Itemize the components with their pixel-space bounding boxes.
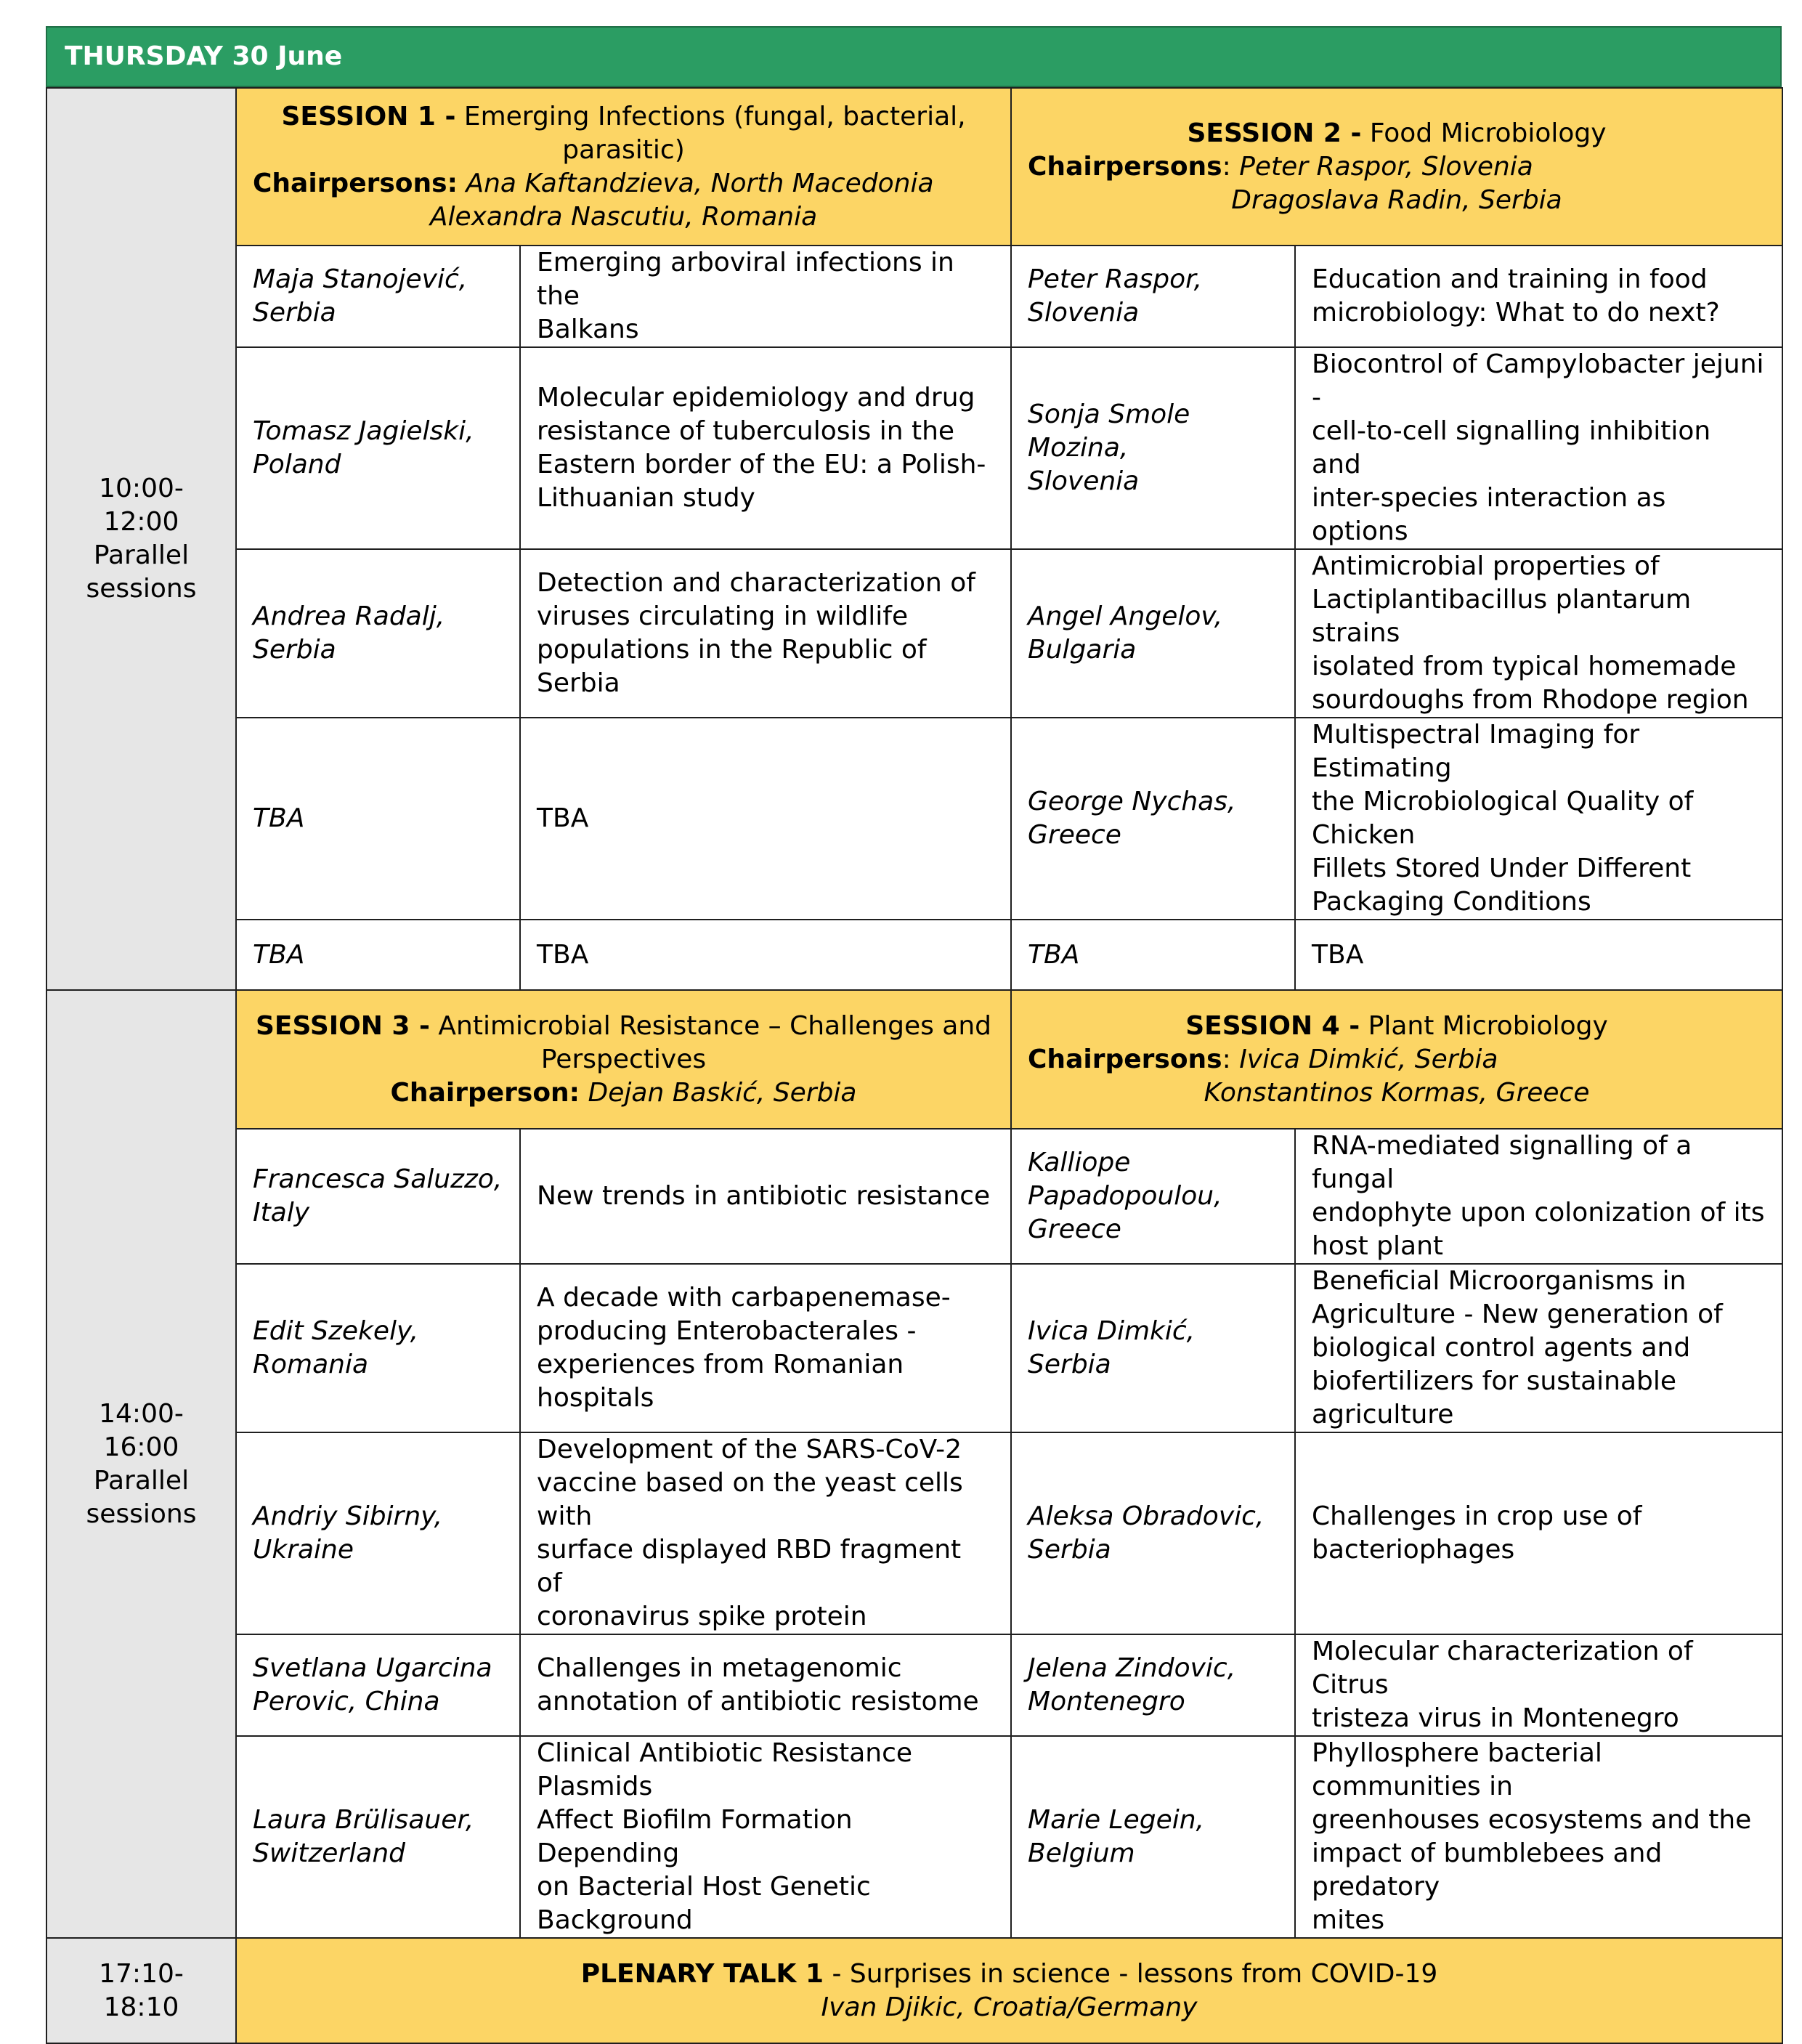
speaker-cell: Tomasz Jagielski, Poland (236, 347, 520, 549)
time-cell-block2: 14:00-16:00 Parallel sessions (46, 990, 236, 1938)
session-3-header: SESSION 3 - Antimicrobial Resistance – Challenges and Perspectives Chairperson: Dejan Baskić, Serbia (236, 990, 1011, 1129)
speaker-cell: Sonja Smole Mozina, Slovenia (1011, 347, 1295, 549)
talk-cell: New trends in antibiotic resistance (520, 1129, 1011, 1264)
speaker-cell: TBA (1011, 920, 1295, 990)
program-sheet (46, 26, 1782, 2022)
speaker-cell: Peter Raspor, Slovenia (1011, 246, 1295, 347)
table-row (46, 347, 1782, 549)
talk-cell: Beneficial Microorganisms in Agriculture - New generation of biological control agents and biofertilizers for sustainable agriculture (1295, 1264, 1782, 1432)
table-row (46, 1432, 1782, 1634)
speaker-cell: Angel Angelov, Bulgaria (1011, 549, 1295, 718)
speaker-cell: Maja Stanojević, Serbia (236, 246, 520, 347)
plenary-speaker: Ivan Djikic, Croatia/Germany (821, 1992, 1198, 2022)
session-header-row (46, 990, 1782, 1129)
speaker-cell: Francesca Saluzzo, Italy (236, 1129, 520, 1264)
table-row (46, 718, 1782, 920)
talk-cell: Challenges in crop use of bacteriophages (1295, 1432, 1782, 1634)
speaker-cell: TBA (236, 718, 520, 920)
plenary-row (46, 1938, 1782, 2043)
talk-cell: Detection and characterization of viruses circulating in wildlife populations in the Republic of Serbia (520, 549, 1011, 718)
talk-cell: Biocontrol of Campylobacter jejuni - cell-to-cell signalling inhibition and inter-species interaction as options (1295, 347, 1782, 549)
talk-cell: Clinical Antibiotic Resistance Plasmids Affect Biofilm Formation Depending on Bacterial Host Genetic Background (520, 1736, 1011, 1938)
talk-cell: TBA (520, 920, 1011, 990)
speaker-cell: Kalliope Papadopoulou, Greece (1011, 1129, 1295, 1264)
session-header-row (46, 88, 1782, 246)
talk-cell: TBA (1295, 920, 1782, 990)
speaker-cell: Andrea Radalj, Serbia (236, 549, 520, 718)
talk-cell: Molecular epidemiology and drug resistance of tuberculosis in the Eastern border of the EU: a Polish- Lithuanian study (520, 347, 1011, 549)
session-1-header: SESSION 1 - Emerging Infections (fungal, bacterial, parasitic) Chairpersons: Ana Kaftandzieva, North Macedonia Alexandra Nascutiu, Romania (236, 88, 1011, 246)
talk-cell: A decade with carbapenemase- producing Enterobacterales - experiences from Romanian hospitals (520, 1264, 1011, 1432)
speaker-cell: Svetlana Ugarcina Perovic, China (236, 1634, 520, 1736)
talk-cell: RNA-mediated signalling of a fungal endophyte upon colonization of its host plant (1295, 1129, 1782, 1264)
talk-cell: Education and training in food microbiology: What to do next? (1295, 246, 1782, 347)
talk-cell: Development of the SARS-CoV-2 vaccine based on the yeast cells with surface displayed RBD fragment of coronavirus spike protein (520, 1432, 1011, 1634)
table-row (46, 1634, 1782, 1736)
speaker-cell: Edit Szekely, Romania (236, 1264, 520, 1432)
talk-cell: Multispectral Imaging for Estimating the Microbiological Quality of Chicken Fillets Stored Under Different Packaging Conditions (1295, 718, 1782, 920)
speaker-cell: Aleksa Obradovic, Serbia (1011, 1432, 1295, 1634)
time-cell-plenary: 17:10-18:10 (46, 1938, 236, 2043)
talk-cell: Phyllosphere bacterial communities in greenhouses ecosystems and the impact of bumblebees and predatory mites (1295, 1736, 1782, 1938)
speaker-cell: Jelena Zindovic, Montenegro (1011, 1634, 1295, 1736)
program-table (46, 87, 1783, 2044)
speaker-cell: George Nychas, Greece (1011, 718, 1295, 920)
table-row (46, 549, 1782, 718)
time-cell-block1: 10:00-12:00 Parallel sessions (46, 88, 236, 990)
talk-cell: Challenges in metagenomic annotation of antibiotic resistome (520, 1634, 1011, 1736)
speaker-cell: Andriy Sibirny, Ukraine (236, 1432, 520, 1634)
talk-cell: Molecular characterization of Citrus tristeza virus in Montenegro (1295, 1634, 1782, 1736)
talk-cell: Antimicrobial properties of Lactiplantibacillus plantarum strains isolated from typical homemade sourdoughs from Rhodope region (1295, 549, 1782, 718)
day-header: THURSDAY 30 June (46, 26, 1782, 87)
session-4-header: SESSION 4 - Plant Microbiology Chairpersons: Ivica Dimkić, Serbia Konstantinos Kormas, Greece (1011, 990, 1782, 1129)
speaker-cell: Ivica Dimkić, Serbia (1011, 1264, 1295, 1432)
table-row (46, 1736, 1782, 1938)
talk-cell: Emerging arboviral infections in the Balkans (520, 246, 1011, 347)
table-row (46, 1264, 1782, 1432)
session-2-header: SESSION 2 - Food Microbiology Chairpersons: Peter Raspor, Slovenia Dragoslava Radin, Serbia (1011, 88, 1782, 246)
table-row (46, 1129, 1782, 1264)
plenary-cell: PLENARY TALK 1 - Surprises in science - lessons from COVID-19 Ivan Djikic, Croatia/Germany (236, 1938, 1782, 2043)
speaker-cell: Laura Brülisauer, Switzerland (236, 1736, 520, 1938)
talk-cell: TBA (520, 718, 1011, 920)
speaker-cell: TBA (236, 920, 520, 990)
table-row (46, 246, 1782, 347)
speaker-cell: Marie Legein, Belgium (1011, 1736, 1295, 1938)
table-row (46, 920, 1782, 990)
